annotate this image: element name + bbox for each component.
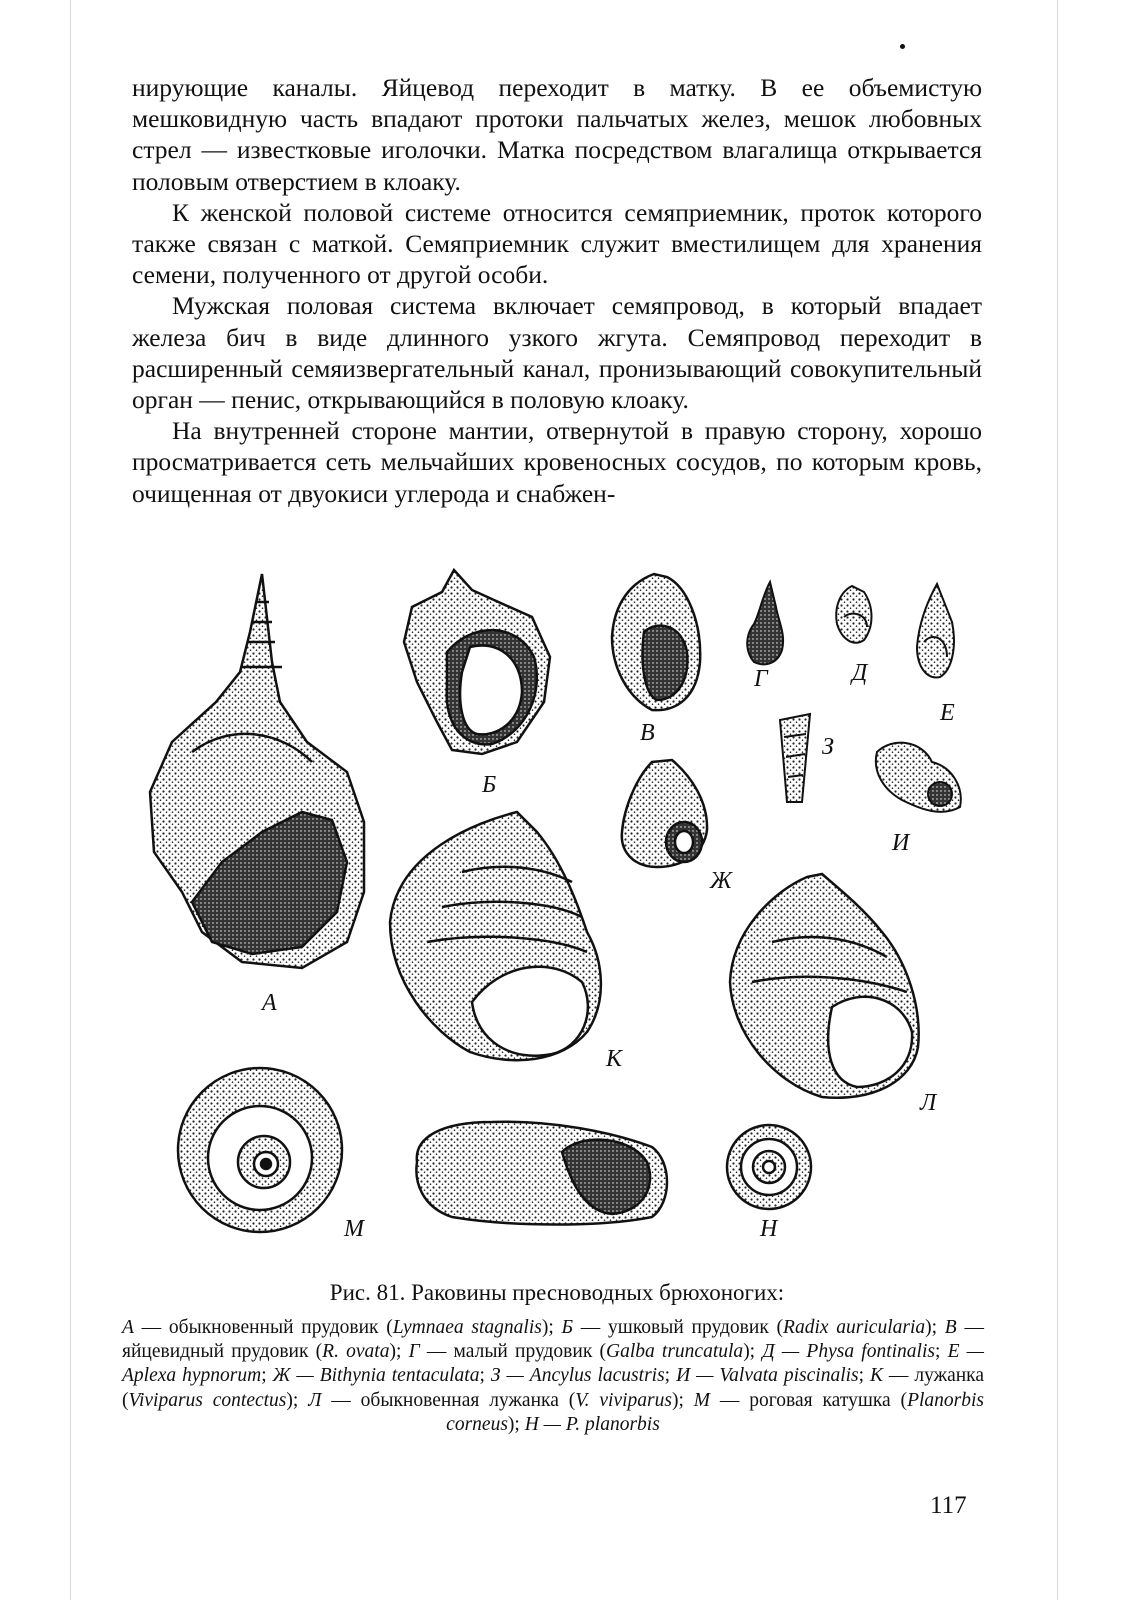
shell-l <box>730 874 919 1098</box>
legend-segment: ); <box>671 1389 694 1411</box>
label-v: В <box>640 720 655 746</box>
legend-segment: — яйцевидный прудовик ( <box>122 1317 984 1363</box>
shell-g <box>747 582 783 664</box>
legend-segment: ); <box>286 1389 309 1411</box>
paragraph-4: На внутренней стороне мантии, отвернутой в правую сторону, хорошо просматривается сеть мельчайших кровеносных сосудов, по которым кровь, очищенная от двуокиси углерода и снабжен- <box>132 416 982 508</box>
shell-k <box>390 812 601 1060</box>
legend-segment: Г <box>408 1341 420 1363</box>
legend-segment: З — Ancylus lacustris <box>490 1365 665 1387</box>
label-l: Л <box>920 1090 937 1116</box>
legend-segment: ; <box>858 1365 871 1387</box>
legend-segment: R. ovata <box>322 1341 390 1363</box>
legend-segment: Galba truncatula <box>605 1341 744 1363</box>
label-z: З <box>822 734 834 760</box>
legend-segment: Н — P. planorbis <box>524 1413 660 1435</box>
print-speck <box>900 44 905 49</box>
legend-segment: Ж — Bithynia tentaculata <box>272 1365 480 1387</box>
legend-segment: ; <box>934 1341 948 1363</box>
shell-v <box>612 574 700 710</box>
shell-m-side <box>416 1122 667 1225</box>
shell-d <box>836 586 871 643</box>
legend-segment: А <box>122 1317 134 1338</box>
legend-segment: — обыкновенная лужанка ( <box>321 1389 576 1411</box>
legend-segment: ); <box>507 1413 525 1435</box>
label-b: Б <box>482 772 497 798</box>
label-m: М <box>344 1216 364 1242</box>
paragraph-2: К женской половой системе относится семяприемник, проток которого также связан с маткой. Семяприемник служит вместилищем для хранения семени, полученного от другой особи. <box>132 197 982 290</box>
shell-i <box>876 743 961 812</box>
legend-segment: ; <box>261 1365 273 1387</box>
label-e: Е <box>940 700 955 726</box>
legend-segment: ); <box>541 1317 562 1338</box>
legend-segment: — ушковый прудовик ( <box>573 1317 784 1338</box>
legend-segment: Д — Physa fontinalis <box>762 1341 935 1363</box>
legend-segment: — лужанка ( <box>122 1365 985 1411</box>
legend-segment: — обыкновенный прудовик ( <box>133 1317 393 1338</box>
label-zh: Ж <box>710 868 732 894</box>
legend-segment: Planorbis corneus <box>446 1389 984 1435</box>
legend-segment: Е — Aplexa hypnorum <box>122 1341 985 1387</box>
legend-segment: — малый прудовик ( <box>419 1341 606 1363</box>
legend-segment: Viviparus contectus <box>128 1389 287 1411</box>
label-g: Г <box>754 666 768 692</box>
shell-e <box>917 584 954 677</box>
legend-segment: М <box>693 1389 711 1411</box>
legend-segment: Lymnaea stagnalis <box>392 1317 542 1338</box>
legend-segment: Л <box>308 1389 322 1411</box>
figure-caption-title: Рис. 81. Раковины пресноводных брюхоногих: <box>329 1280 785 1305</box>
figure-caption-legend <box>122 1316 984 1437</box>
legend-segment: ); <box>743 1341 763 1363</box>
paragraph-1: нирующие каналы. Яйцевод переходит в матку. В ее объемистую мешковидную часть впадают протоки пальчатых желез, мешок любовных стрел — известковые иголочки. Матка посредством влагалища открывается половым отверстием в клоаку. <box>132 73 982 196</box>
legend-segment: ; <box>664 1365 677 1387</box>
legend-segment: В <box>944 1317 957 1338</box>
label-a: А <box>262 990 277 1016</box>
label-k: К <box>606 1046 622 1072</box>
legend-segment: — роговая катушка ( <box>710 1389 908 1411</box>
shell-zh <box>622 760 707 867</box>
shell-b <box>404 570 550 754</box>
shells-figure <box>132 562 982 1272</box>
body-text <box>132 72 982 509</box>
paragraph-3: Мужская половая система включает семяпровод, в который впадает железа бич в виде длинного узкого жгута. Семяпровод переходит в расширенный семяизвергательный канал, пронизывающий совокупительный орган — пенис, открывающийся в половую клоаку. <box>132 291 982 415</box>
label-i: И <box>892 830 910 856</box>
legend-segment: ; <box>479 1365 491 1387</box>
legend-segment: К <box>870 1365 883 1387</box>
legend-segment: Radix auricularia <box>783 1317 926 1338</box>
page-number: 117 <box>930 1492 967 1519</box>
label-d: Д <box>852 660 868 686</box>
shell-z <box>780 714 810 802</box>
legend-segment: ); <box>389 1341 409 1363</box>
legend-segment: ); <box>925 1317 945 1338</box>
label-n: Н <box>760 1216 778 1242</box>
shell-n <box>727 1125 811 1209</box>
legend-segment: V. viviparus <box>575 1389 672 1411</box>
shell-a <box>150 574 364 968</box>
legend-segment: И — Valvata piscinalis <box>676 1365 859 1387</box>
shell-m <box>178 1068 342 1232</box>
legend-segment: Б <box>561 1317 574 1338</box>
